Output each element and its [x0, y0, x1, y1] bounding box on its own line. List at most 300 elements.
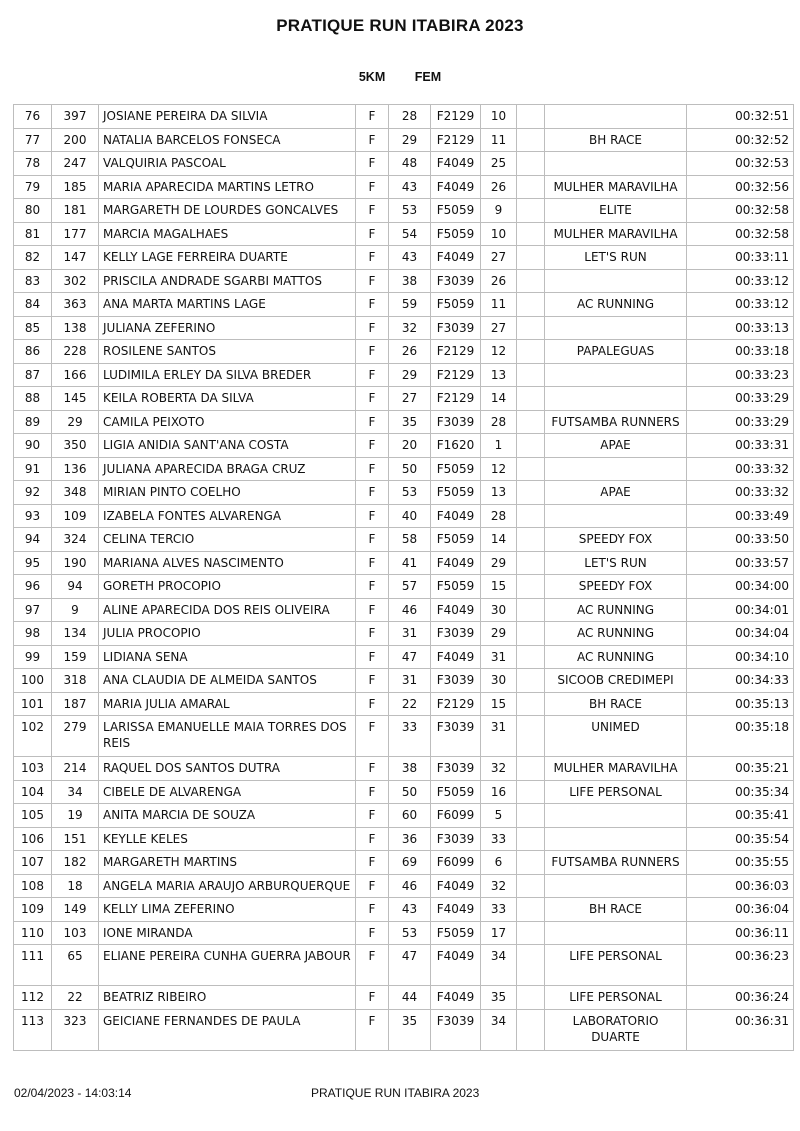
table-row [14, 551, 794, 575]
age-cell: 59 [389, 293, 431, 317]
group-rank-cell: 26 [481, 269, 517, 293]
group-rank-cell: 1 [481, 434, 517, 458]
empty-cell [517, 175, 545, 199]
team-cell: MULHER MARAVILHA [545, 222, 687, 246]
group-rank-cell: 25 [481, 152, 517, 176]
bib-cell: 363 [52, 293, 99, 317]
team-cell: BH RACE [545, 898, 687, 922]
time-cell: 00:32:53 [687, 152, 794, 176]
sex-cell: F [356, 692, 389, 716]
age-cell: 60 [389, 804, 431, 828]
time-cell: 00:36:11 [687, 921, 794, 945]
empty-cell [517, 410, 545, 434]
empty-cell [517, 851, 545, 875]
time-cell: 00:34:04 [687, 622, 794, 646]
empty-cell [517, 481, 545, 505]
time-cell: 00:32:56 [687, 175, 794, 199]
empty-cell [517, 269, 545, 293]
team-cell: PAPALEGUAS [545, 340, 687, 364]
group-rank-cell: 30 [481, 669, 517, 693]
empty-cell [517, 457, 545, 481]
athlete-name-cell: CELINA TERCIO [99, 528, 356, 552]
sex-cell: F [356, 716, 389, 757]
athlete-name-cell: CAMILA PEIXOTO [99, 410, 356, 434]
group-rank-cell: 5 [481, 804, 517, 828]
time-cell: 00:35:18 [687, 716, 794, 757]
position-cell: 91 [14, 457, 52, 481]
table-row [14, 716, 794, 757]
bib-cell: 279 [52, 716, 99, 757]
age-cell: 47 [389, 945, 431, 986]
team-cell: UNIMED [545, 716, 687, 757]
time-cell: 00:33:11 [687, 246, 794, 270]
group-rank-cell: 9 [481, 199, 517, 223]
athlete-name-cell: BEATRIZ RIBEIRO [99, 986, 356, 1010]
team-cell [545, 363, 687, 387]
bib-cell: 324 [52, 528, 99, 552]
table-row [14, 986, 794, 1010]
team-cell [545, 316, 687, 340]
sex-cell: F [356, 269, 389, 293]
age-cell: 43 [389, 246, 431, 270]
group-rank-cell: 15 [481, 575, 517, 599]
age-group-cell: F4049 [431, 504, 481, 528]
bib-cell: 22 [52, 986, 99, 1010]
age-group-cell: F1620 [431, 434, 481, 458]
table-row [14, 851, 794, 875]
age-group-cell: F4049 [431, 898, 481, 922]
age-cell: 35 [389, 410, 431, 434]
bib-cell: 181 [52, 199, 99, 223]
bib-cell: 214 [52, 757, 99, 781]
empty-cell [517, 293, 545, 317]
age-group-cell: F4049 [431, 874, 481, 898]
position-cell: 111 [14, 945, 52, 986]
empty-cell [517, 575, 545, 599]
position-cell: 105 [14, 804, 52, 828]
table-row [14, 152, 794, 176]
team-cell: LIFE PERSONAL [545, 945, 687, 986]
group-rank-cell: 16 [481, 780, 517, 804]
sex-cell: F [356, 105, 389, 129]
team-cell: LABORATORIO DUARTE [545, 1009, 687, 1050]
table-row [14, 387, 794, 411]
empty-cell [517, 874, 545, 898]
age-cell: 33 [389, 716, 431, 757]
age-group-cell: F6099 [431, 851, 481, 875]
table-row [14, 757, 794, 781]
athlete-name-cell: JOSIANE PEREIRA DA SILVIA [99, 105, 356, 129]
team-cell [545, 105, 687, 129]
empty-cell [517, 757, 545, 781]
empty-cell [517, 898, 545, 922]
group-rank-cell: 27 [481, 316, 517, 340]
team-cell: SICOOB CREDIMEPI [545, 669, 687, 693]
bib-cell: 103 [52, 921, 99, 945]
empty-cell [517, 246, 545, 270]
empty-cell [517, 128, 545, 152]
athlete-name-cell: GEICIANE FERNANDES DE PAULA [99, 1009, 356, 1050]
sex-cell: F [356, 827, 389, 851]
bib-cell: 9 [52, 598, 99, 622]
group-rank-cell: 28 [481, 504, 517, 528]
age-cell: 50 [389, 780, 431, 804]
age-cell: 57 [389, 575, 431, 599]
time-cell: 00:33:50 [687, 528, 794, 552]
sex-cell: F [356, 874, 389, 898]
sex-cell: F [356, 598, 389, 622]
athlete-name-cell: JULIANA ZEFERINO [99, 316, 356, 340]
age-group-cell: F4049 [431, 175, 481, 199]
age-cell: 22 [389, 692, 431, 716]
position-cell: 93 [14, 504, 52, 528]
team-cell [545, 504, 687, 528]
age-cell: 38 [389, 757, 431, 781]
sex-cell: F [356, 316, 389, 340]
empty-cell [517, 986, 545, 1010]
bib-cell: 138 [52, 316, 99, 340]
position-cell: 81 [14, 222, 52, 246]
bib-cell: 228 [52, 340, 99, 364]
team-cell: APAE [545, 434, 687, 458]
position-cell: 89 [14, 410, 52, 434]
age-group-cell: F5059 [431, 293, 481, 317]
team-cell: BH RACE [545, 128, 687, 152]
group-rank-cell: 27 [481, 246, 517, 270]
athlete-name-cell: KELLY LIMA ZEFERINO [99, 898, 356, 922]
time-cell: 00:33:57 [687, 551, 794, 575]
bib-cell: 136 [52, 457, 99, 481]
position-cell: 112 [14, 986, 52, 1010]
athlete-name-cell: MARIA JULIA AMARAL [99, 692, 356, 716]
position-cell: 113 [14, 1009, 52, 1050]
age-group-cell: F6099 [431, 804, 481, 828]
time-cell: 00:32:58 [687, 199, 794, 223]
group-rank-cell: 12 [481, 340, 517, 364]
age-cell: 53 [389, 481, 431, 505]
table-row [14, 246, 794, 270]
age-cell: 36 [389, 827, 431, 851]
athlete-name-cell: ANITA MARCIA DE SOUZA [99, 804, 356, 828]
bib-cell: 182 [52, 851, 99, 875]
athlete-name-cell: MARCIA MAGALHAES [99, 222, 356, 246]
team-cell [545, 827, 687, 851]
empty-cell [517, 363, 545, 387]
age-group-cell: F2129 [431, 105, 481, 129]
race-subtitle [0, 70, 800, 84]
athlete-name-cell: MARIA APARECIDA MARTINS LETRO [99, 175, 356, 199]
group-rank-cell: 10 [481, 222, 517, 246]
table-row [14, 645, 794, 669]
athlete-name-cell: IONE MIRANDA [99, 921, 356, 945]
bib-cell: 247 [52, 152, 99, 176]
age-cell: 28 [389, 105, 431, 129]
time-cell: 00:33:32 [687, 457, 794, 481]
age-group-cell: F4049 [431, 152, 481, 176]
athlete-name-cell: KEILA ROBERTA DA SILVA [99, 387, 356, 411]
sex-cell: F [356, 986, 389, 1010]
team-cell: AC RUNNING [545, 598, 687, 622]
sex-cell: F [356, 457, 389, 481]
group-rank-cell: 14 [481, 387, 517, 411]
age-group-cell: F3039 [431, 316, 481, 340]
age-cell: 40 [389, 504, 431, 528]
age-group-cell: F2129 [431, 387, 481, 411]
team-cell: AC RUNNING [545, 645, 687, 669]
team-cell: APAE [545, 481, 687, 505]
group-rank-cell: 34 [481, 1009, 517, 1050]
team-cell [545, 921, 687, 945]
team-cell: LET'S RUN [545, 246, 687, 270]
athlete-name-cell: JULIANA APARECIDA BRAGA CRUZ [99, 457, 356, 481]
time-cell: 00:35:55 [687, 851, 794, 875]
table-row [14, 269, 794, 293]
time-cell: 00:33:23 [687, 363, 794, 387]
athlete-name-cell: MARGARETH MARTINS [99, 851, 356, 875]
group-rank-cell: 35 [481, 986, 517, 1010]
team-cell [545, 804, 687, 828]
athlete-name-cell: ELIANE PEREIRA CUNHA GUERRA JABOUR [99, 945, 356, 986]
table-row [14, 669, 794, 693]
position-cell: 77 [14, 128, 52, 152]
age-group-cell: F4049 [431, 945, 481, 986]
age-cell: 38 [389, 269, 431, 293]
team-cell: FUTSAMBA RUNNERS [545, 851, 687, 875]
athlete-name-cell: JULIA PROCOPIO [99, 622, 356, 646]
table-row [14, 316, 794, 340]
team-cell: LIFE PERSONAL [545, 780, 687, 804]
empty-cell [517, 645, 545, 669]
age-group-cell: F4049 [431, 551, 481, 575]
age-group-cell: F3039 [431, 757, 481, 781]
sex-cell: F [356, 410, 389, 434]
sex-cell: F [356, 757, 389, 781]
bib-cell: 350 [52, 434, 99, 458]
sex-cell: F [356, 504, 389, 528]
team-cell [545, 387, 687, 411]
group-rank-cell: 6 [481, 851, 517, 875]
age-group-cell: F3039 [431, 269, 481, 293]
bib-cell: 94 [52, 575, 99, 599]
age-cell: 26 [389, 340, 431, 364]
position-cell: 102 [14, 716, 52, 757]
position-cell: 109 [14, 898, 52, 922]
age-cell: 32 [389, 316, 431, 340]
bib-cell: 190 [52, 551, 99, 575]
time-cell: 00:33:29 [687, 387, 794, 411]
age-cell: 44 [389, 986, 431, 1010]
group-rank-cell: 14 [481, 528, 517, 552]
bib-cell: 187 [52, 692, 99, 716]
sex-cell: F [356, 645, 389, 669]
sex-cell: F [356, 945, 389, 986]
sex-cell: F [356, 128, 389, 152]
position-cell: 99 [14, 645, 52, 669]
table-row [14, 457, 794, 481]
table-row [14, 921, 794, 945]
time-cell: 00:33:18 [687, 340, 794, 364]
age-cell: 69 [389, 851, 431, 875]
athlete-name-cell: ANGELA MARIA ARAUJO ARBURQUERQUE [99, 874, 356, 898]
age-cell: 43 [389, 898, 431, 922]
age-cell: 31 [389, 622, 431, 646]
age-cell: 46 [389, 598, 431, 622]
age-cell: 20 [389, 434, 431, 458]
age-group-cell: F5059 [431, 222, 481, 246]
sex-cell: F [356, 898, 389, 922]
group-rank-cell: 13 [481, 363, 517, 387]
sex-cell: F [356, 293, 389, 317]
time-cell: 00:36:03 [687, 874, 794, 898]
time-cell: 00:35:21 [687, 757, 794, 781]
table-row [14, 945, 794, 986]
position-cell: 78 [14, 152, 52, 176]
team-cell: MULHER MARAVILHA [545, 757, 687, 781]
position-cell: 104 [14, 780, 52, 804]
team-cell [545, 457, 687, 481]
age-cell: 35 [389, 1009, 431, 1050]
time-cell: 00:35:34 [687, 780, 794, 804]
age-cell: 31 [389, 669, 431, 693]
athlete-name-cell: CIBELE DE ALVARENGA [99, 780, 356, 804]
time-cell: 00:32:58 [687, 222, 794, 246]
sex-cell: F [356, 622, 389, 646]
table-row [14, 874, 794, 898]
sex-cell: F [356, 481, 389, 505]
table-row [14, 827, 794, 851]
group-rank-cell: 15 [481, 692, 517, 716]
bib-cell: 19 [52, 804, 99, 828]
time-cell: 00:33:29 [687, 410, 794, 434]
age-cell: 47 [389, 645, 431, 669]
age-cell: 48 [389, 152, 431, 176]
age-group-cell: F3039 [431, 669, 481, 693]
group-rank-cell: 11 [481, 128, 517, 152]
empty-cell [517, 199, 545, 223]
sex-cell: F [356, 1009, 389, 1050]
empty-cell [517, 222, 545, 246]
position-cell: 107 [14, 851, 52, 875]
table-row [14, 175, 794, 199]
sex-cell: F [356, 363, 389, 387]
sex-cell: F [356, 551, 389, 575]
bib-cell: 177 [52, 222, 99, 246]
athlete-name-cell: RAQUEL DOS SANTOS DUTRA [99, 757, 356, 781]
empty-cell [517, 340, 545, 364]
group-rank-cell: 29 [481, 551, 517, 575]
age-group-cell: F4049 [431, 598, 481, 622]
age-cell: 46 [389, 874, 431, 898]
position-cell: 108 [14, 874, 52, 898]
group-rank-cell: 33 [481, 898, 517, 922]
time-cell: 00:33:32 [687, 481, 794, 505]
table-row [14, 622, 794, 646]
time-cell: 00:34:10 [687, 645, 794, 669]
team-cell: LIFE PERSONAL [545, 986, 687, 1010]
group-rank-cell: 12 [481, 457, 517, 481]
age-group-cell: F3039 [431, 410, 481, 434]
sex-cell: F [356, 434, 389, 458]
sex-cell: F [356, 340, 389, 364]
empty-cell [517, 780, 545, 804]
athlete-name-cell: ALINE APARECIDA DOS REIS OLIVEIRA [99, 598, 356, 622]
time-cell: 00:33:31 [687, 434, 794, 458]
bib-cell: 149 [52, 898, 99, 922]
sex-cell: F [356, 804, 389, 828]
athlete-name-cell: LUDIMILA ERLEY DA SILVA BREDER [99, 363, 356, 387]
empty-cell [517, 434, 545, 458]
team-cell: MULHER MARAVILHA [545, 175, 687, 199]
position-cell: 90 [14, 434, 52, 458]
athlete-name-cell: MARGARETH DE LOURDES GONCALVES [99, 199, 356, 223]
sex-cell: F [356, 199, 389, 223]
group-rank-cell: 10 [481, 105, 517, 129]
team-cell [545, 269, 687, 293]
group-rank-cell: 33 [481, 827, 517, 851]
position-cell: 106 [14, 827, 52, 851]
time-cell: 00:34:00 [687, 575, 794, 599]
group-rank-cell: 32 [481, 874, 517, 898]
age-group-cell: F5059 [431, 528, 481, 552]
team-cell: AC RUNNING [545, 622, 687, 646]
time-cell: 00:32:52 [687, 128, 794, 152]
page-title: PRATIQUE RUN ITABIRA 2023 [276, 16, 524, 35]
empty-cell [517, 945, 545, 986]
position-cell: 100 [14, 669, 52, 693]
time-cell: 00:36:23 [687, 945, 794, 986]
empty-cell [517, 1009, 545, 1050]
athlete-name-cell: MIRIAN PINTO COELHO [99, 481, 356, 505]
team-cell: AC RUNNING [545, 293, 687, 317]
empty-cell [517, 504, 545, 528]
time-cell: 00:33:13 [687, 316, 794, 340]
team-cell: SPEEDY FOX [545, 528, 687, 552]
position-cell: 98 [14, 622, 52, 646]
table-row [14, 481, 794, 505]
table-row [14, 598, 794, 622]
athlete-name-cell: ANA MARTA MARTINS LAGE [99, 293, 356, 317]
age-cell: 41 [389, 551, 431, 575]
group-rank-cell: 31 [481, 716, 517, 757]
empty-cell [517, 551, 545, 575]
table-row [14, 780, 794, 804]
footer-event-name: PRATIQUE RUN ITABIRA 2023 [311, 1086, 480, 1100]
time-cell: 00:34:33 [687, 669, 794, 693]
position-cell: 94 [14, 528, 52, 552]
sex-cell: F [356, 387, 389, 411]
table-row [14, 804, 794, 828]
age-group-cell: F4049 [431, 645, 481, 669]
time-cell: 00:35:13 [687, 692, 794, 716]
empty-cell [517, 804, 545, 828]
age-group-cell: F2129 [431, 363, 481, 387]
age-group-cell: F4049 [431, 986, 481, 1010]
bib-cell: 134 [52, 622, 99, 646]
group-rank-cell: 28 [481, 410, 517, 434]
time-cell: 00:32:51 [687, 105, 794, 129]
empty-cell [517, 316, 545, 340]
position-cell: 85 [14, 316, 52, 340]
time-cell: 00:36:04 [687, 898, 794, 922]
bib-cell: 166 [52, 363, 99, 387]
bib-cell: 200 [52, 128, 99, 152]
sex-cell: F [356, 528, 389, 552]
position-cell: 96 [14, 575, 52, 599]
empty-cell [517, 622, 545, 646]
age-cell: 27 [389, 387, 431, 411]
age-group-cell: F3039 [431, 827, 481, 851]
time-cell: 00:33:49 [687, 504, 794, 528]
